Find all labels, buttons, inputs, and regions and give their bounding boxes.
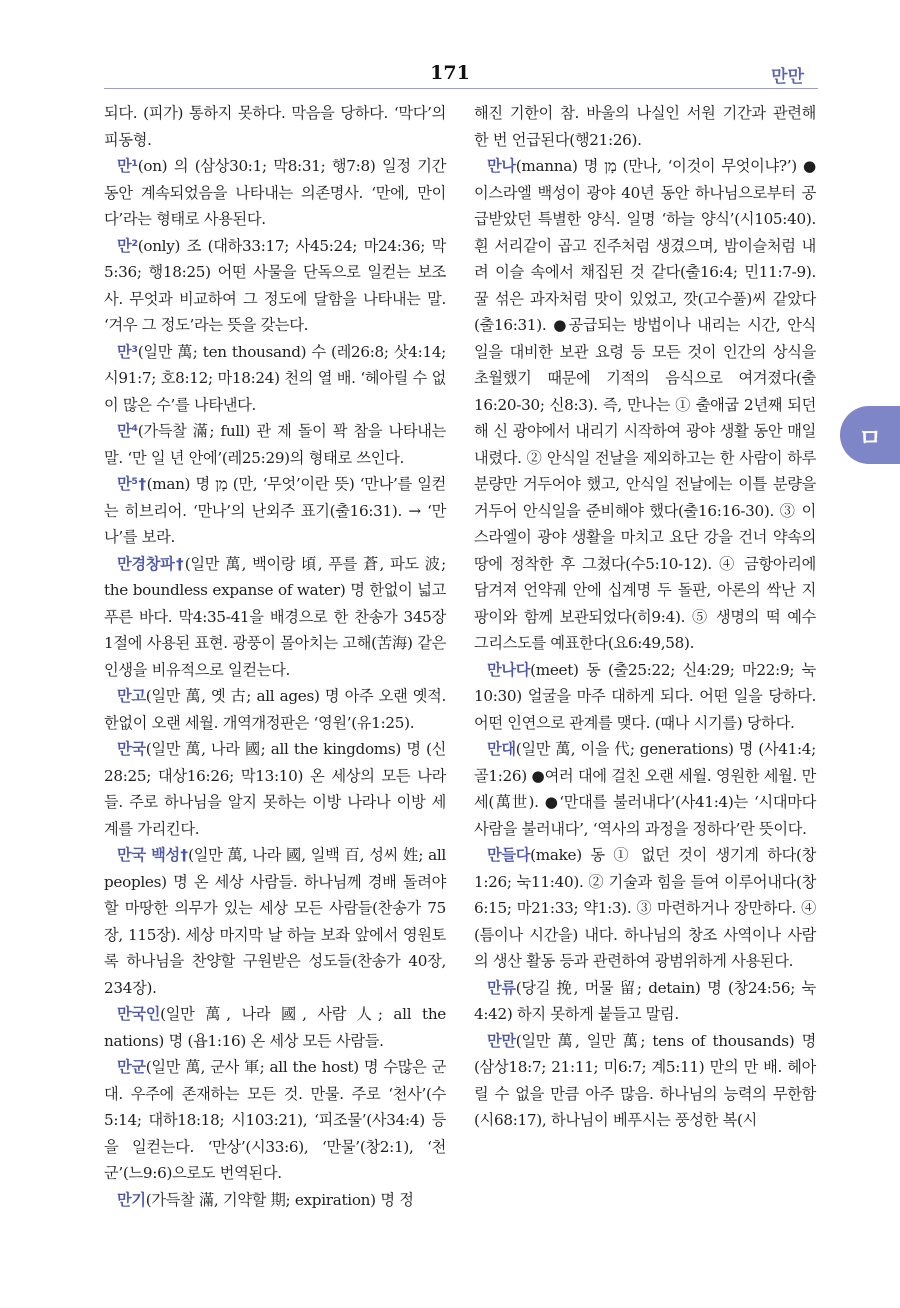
entry-headword: 만³ [117,342,138,361]
entry-headword: 만⁴ [117,422,138,440]
entry-headword: 만나다 [487,660,531,679]
dictionary-entry [474,975,816,1028]
dictionary-entry [104,471,446,551]
dictionary-entry [104,1001,446,1054]
entry-headword: 만경창파† [117,554,185,573]
entry-headword: 만나 [487,157,516,175]
entry-headword: 만국인 [117,1005,161,1023]
dictionary-entry [104,842,446,1001]
entry-text: (only) 조 (대하33:17; 사45:24; 마24:36; 막5:36; 행18:25) 어떤 사물을 단독으로 일컫는 보조사. 무엇과 비교하여 그 정도에 달함을 나타내는 말. ‘겨우 그 정도’라는 뜻을 갖는다. [104,236,446,334]
dictionary-entry [474,842,816,975]
header-rule [104,88,818,89]
entry-text: (일만 萬; ten thousand) 수 (레26:8; 삿4:14; 시91:7; 호8:12; 마18:24) 천의 열 배. ‘헤아릴 수 없이 많은 수’를 나타낸다. [104,342,446,414]
right-column [474,100,816,1134]
entry-headword: 만만 [487,1031,516,1050]
dictionary-entry [104,233,446,339]
entry-text: (일만 萬, 나라 國, 사람 人; all the nations) 명 (욥1:16) 온 세상 모든 사람들. [104,1005,446,1050]
entry-headword: 만⁵† [117,475,147,493]
entry-text: (manna) 명 מָן (만나, ‘이것이 무엇이냐?’) ●이스라엘 백성이 광야 40년 동안 하나님으로부터 공급받았던 특별한 양식. 일명 ‘하늘 양식’(시105:40). 흰 서리같이 곱고 진주처럼 생겼으며, 밤이슬처럼 내려 이슬 속에서 채집된 것 같다(출16:4; 민11:7-9). 꿀 섞은 과자처럼 맛이 있었고, 깟(고수풀)씨 같았다(출16:31). ●공급되는 방법이나 내리는 시간, 안식일을 대비한 보관 요령 등 모든 것이 인간의 상식을 초월했기 때문에 기적의 음식으로 여겨졌다(출16:20-30; 신8:3). 즉, 만나는 ① 출애굽 2년째 되던 해 신 광야에서 내리기 시작하여 광야 생활 동안 매일 내렸다. ② 안식일 전날을 제외하고는 한 사람이 하루 분량만 거두어야 했고, 안식일 전날에는 이틀 분량을 거두어 안식일을 준비해야 했다(출16:16-30). ③ 이스라엘이 광야 생활을 마치고 요단 강을 건너 약속의 땅에 정착한 후 그쳤다(수5:10-12). ④ 금항아리에 담겨져 언약궤 안에 십계명 두 돌판, 아론의 싹난 지팡이와 함께 보관되었다(히9:4). ⑤ 생명의 떡 예수 그리스도를 예표한다(요6:49,58). [474,157,816,652]
entry-headword: 만기 [117,1190,146,1209]
entry-headword: 만² [117,236,138,255]
entry-text: 해진 기한이 참. 바울의 나실인 서원 기간과 관련해 한 번 언급된다(행21:26). [474,104,816,149]
dictionary-entry [474,153,816,657]
entry-text: (make) 동 ① 없던 것이 생기게 하다(창1:26; 눅11:40). ② 기술과 힘을 들여 이루어내다(창6:15; 마21:33; 약1:3). ③ 마련하거나 장만하다. ④ (틈이나 시간을) 내다. 하나님의 창조 사역이나 사람의 생산 활동 등과 관련하여 광범위하게 사용된다. [474,846,816,970]
dictionary-entry [474,1028,816,1134]
dictionary-entry [474,657,816,737]
entry-headword: 만들다 [487,846,531,864]
dictionary-entry [104,1054,446,1187]
entry-headword: 만대 [487,740,516,758]
entry-text: (일만 萬, 나라 國, 일백 百, 성씨 姓; all peoples) 명 온 세상 사람들. 하나님께 경배 돌려야 할 마땅한 의무가 있는 세상 모든 사람들(찬송가 75장, 115장). 세상 마지막 날 하늘 보좌 앞에서 영원토록 하나님을 찬양할 구원받은 성도들(찬송가 40장, 234장). [104,846,446,997]
dictionary-entry [474,736,816,842]
guide-word: 만만 [771,67,804,87]
entry-text: (일만 萬, 군사 軍; all the host) 명 수많은 군대. 우주에 존재하는 모든 것. 만물. 주로 ‘천사’(수5:14; 대하18:18; 시103:21), ‘피조물’(사34:4) 등을 일컫는다. ‘만상’(시33:6), ‘만물’(창2:1), ‘천군’(느9:6)으로도 번역된다. [104,1058,446,1182]
dictionary-entry [104,683,446,736]
dictionary-entry [104,736,446,842]
entry-headword: 만류 [487,978,516,997]
dictionary-entry [474,100,816,153]
dictionary-entry [104,153,446,233]
entry-text: (가득찰 滿; full) 관 제 돌이 꽉 참을 나타내는 말. ‘만 일 년 안에’(레25:29)의 형태로 쓰인다. [104,422,446,467]
entry-text: (가득찰 滿, 기약할 期; expiration) 명 정 [145,1190,414,1209]
entry-text: (일만 萬, 이을 代; generations) 명 (사41:4; 골1:26) ●여러 대에 걸친 오랜 세월. 영원한 세월. 만세(萬世). ●‘만대를 불러내다’(사41:4)는 ‘시대마다 사람을 불러내다’, ‘역사의 과정을 정하다’란 뜻이다. [474,740,816,838]
entry-headword: 만국 백성† [117,846,189,864]
section-thumb-tab[interactable]: ㅁ [840,406,900,464]
entry-text: (일만 萬, 옛 古; all ages) 명 아주 오랜 옛적. 한없이 오랜 세월. 개역개정판은 ‘영원’(유1:25). [104,687,446,732]
entry-text: (일만 萬, 나라 國; all the kingdoms) 명 (신28:25; 대상16:26; 막13:10) 온 세상의 모든 나라들. 주로 하나님을 알지 못하는 이방 나라나 이방 세계를 가리킨다. [104,740,446,838]
dictionary-entry [104,1187,446,1214]
entry-text: (man) 명 מָן (만, ‘무엇’이란 뜻) ‘만나’를 일컫는 히브리어. ‘만나’의 난외주 표기(출16:31). → ‘만나’를 보라. [104,475,446,546]
entry-headword: 만군 [117,1058,146,1076]
entry-text: (당길 挽, 머물 留; detain) 명 (창24:56; 눅4:42) 하지 못하게 붙들고 말림. [474,978,816,1023]
entry-headword: 만¹ [117,157,138,175]
entry-headword: 만고 [117,687,146,705]
dictionary-entry [104,551,446,684]
entry-text: 되다. (피가) 통하지 못하다. 막음을 당하다. ‘막다’의 피동형. [104,104,446,149]
dictionary-entry [104,339,446,419]
entry-text: (on) 의 (삼상30:1; 막8:31; 행7:8) 일정 기간 동안 계속되었음을 나타내는 의존명사. ‘만에, 만이다’라는 형태로 사용된다. [104,157,446,228]
entry-text: (일만 萬, 일만 萬; tens of thousands) 명 (삼상18:7; 21:11; 미6:7; 계5:11) 만의 만 배. 헤아릴 수 없을 만큼 아주 많음. 하나님의 능력의 무한함(시68:17), 하나님이 베푸시는 풍성한 복(시 [474,1031,816,1129]
left-column [104,100,446,1213]
entry-text: (일만 萬, 백이랑 頃, 푸를 蒼, 파도 波; the boundless expanse of water) 명 한없이 넓고 푸른 바다. 막4:35-41을 배경으로 한 찬송가 345장 1절에 사용된 표현. 광풍이 몰아치는 고해(苦海) 같은 인생을 비유적으로 일컫는다. [104,554,446,679]
entry-headword: 만국 [117,740,146,758]
page-number: 171 [430,62,470,84]
entry-text: (meet) 동 (출25:22; 신4:29; 마22:9; 눅10:30) 얼굴을 마주 대하게 되다. 어떤 일을 당하다. 어떤 인연으로 관계를 맺다. (때나 시기를) 당하다. [474,660,816,732]
dictionary-entry [104,418,446,471]
dictionary-entry [104,100,446,153]
